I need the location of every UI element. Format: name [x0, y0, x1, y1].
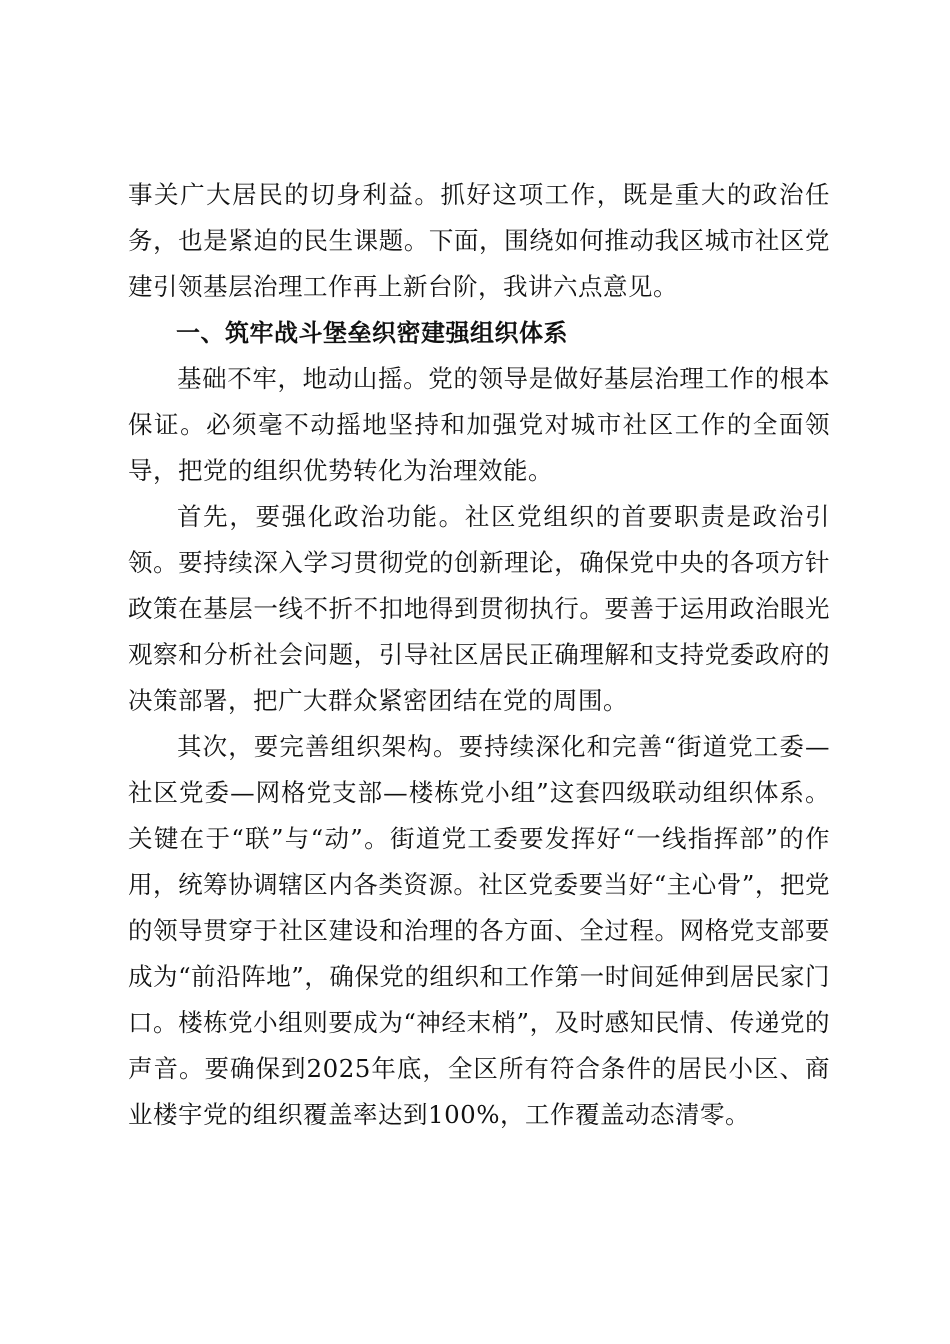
paragraph-organization-structure: 其次，要完善组织架构。要持续深化和完善“街道党工委—社区党委—网格党支部—楼栋党小组”这套四级联动组织体系。关键在于“联”与“动”。街道党工委要发挥好“一线指挥部”的作用，统筹协调辖区内各类资源。社区党委要当好“主心骨”，把党的领导贯穿于社区建设和治理的各方面、全过程。网格党支部要成为“前沿阵地”，确保党的组织和工作第一时间延伸到居民家门口。楼栋党小组则要成为“神经末梢”，及时感知民情、传递党的声音。要确保到2025年底，全区所有符合条件的居民小区、商业楼宇党的组织覆盖率达到100%，工作覆盖动态清零。	[128, 732, 830, 1129]
paragraph-political-function: 首先，要强化政治功能。社区党组织的首要职责是政治引领。要持续深入学习贯彻党的创新理论，确保党中央的各项方针政策在基层一线不折不扣地得到贯彻执行。要善于运用政治眼光观察和分析社会问题，引导社区居民正确理解和支持党委政府的决策部署，把广大群众紧密团结在党的周围。	[128, 502, 830, 715]
paragraph-continuation: 事关广大居民的切身利益。抓好这项工作，既是重大的政治任务，也是紧迫的民生课题。下面，围绕如何推动我区城市社区党建引领基层治理工作再上新台阶，我讲六点意见。	[128, 180, 830, 301]
section-heading-1: 一、筑牢战斗堡垒织密建强组织体系	[176, 319, 568, 347]
document-body	[128, 172, 830, 1138]
paragraph-foundation: 基础不牢，地动山摇。党的领导是做好基层治理工作的根本保证。必须毫不动摇地坚持和加强党对城市社区工作的全面领导，把党的组织优势转化为治理效能。	[128, 364, 830, 485]
